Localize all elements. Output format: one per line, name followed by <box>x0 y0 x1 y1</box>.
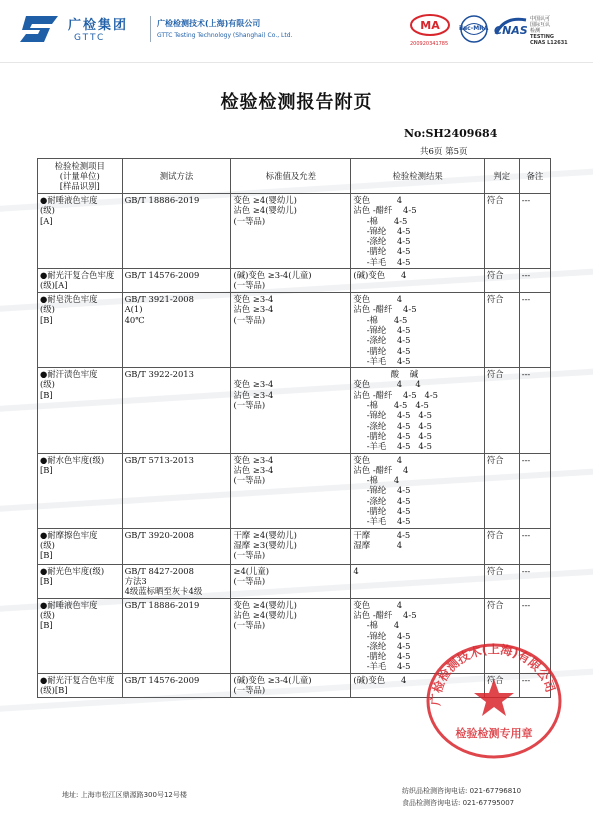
cell-judgement: 符合 <box>484 293 519 368</box>
header-divider <box>150 16 151 42</box>
cell-item: ●耐汗渍色牢度 (级) [B] <box>38 368 123 453</box>
cell-note: --- <box>519 528 550 564</box>
cell-item: ●耐光汗复合色牢度(级)[A] <box>38 269 123 293</box>
cell-result: 变色 4 沾色 -醋纤 4-5 -棉 4-5 -锦纶 4-5 -涤纶 4-5 -腈纶 4-5 -羊毛 4-5 <box>351 194 484 269</box>
cell-standard: 变色 ≥3-4 沾色 ≥3-4 (一等品) <box>231 293 351 368</box>
cnas-text-block <box>530 16 568 46</box>
table-row <box>38 293 551 368</box>
cell-judgement: 符合 <box>484 453 519 528</box>
cell-method: GB/T 3920-2008 <box>122 528 231 564</box>
cell-result: 酸 碱 变色 4 4 沾色 -醋纤 4-5 4-5 -棉 4-5 4-5 -锦纶 4-5 4-5 -涤纶 4-5 4-5 -腈纶 4-5 4-5 -羊毛 4-5 4-5 <box>351 368 484 453</box>
cell-result: 4 <box>351 564 484 598</box>
cell-result: (碱)变色 4 <box>351 673 484 697</box>
table-row <box>38 269 551 293</box>
cnas-line: 国际互认 <box>530 22 551 28</box>
cell-standard: 变色 ≥4(婴幼儿) 沾色 ≥4(婴幼儿) (一等品) <box>231 598 351 673</box>
company-full-name-cn: 广检检测技术(上海)有限公司 <box>157 19 261 28</box>
table-header-row <box>38 159 551 194</box>
table-row <box>38 368 551 453</box>
report-header <box>0 0 593 62</box>
cell-item: ●耐皂洗色牢度 (级) [B] <box>38 293 123 368</box>
table-row <box>38 564 551 598</box>
col-header-standard: 标准值及允差 <box>231 159 351 194</box>
report-title: 检验检测报告附页 <box>220 92 373 113</box>
footer-textile-phone: 纺织品检测咨询电话: 021-67796810 <box>402 787 522 795</box>
seal-ring-text: 广检检测技术(上海)有限公司 <box>428 642 558 707</box>
cell-judgement: 符合 <box>484 564 519 598</box>
cell-item: ●耐光汗复合色牢度(级)[B] <box>38 673 123 697</box>
col-header-item: 检验检测项目 (计量单位) [样品识别] <box>38 159 123 194</box>
table-row <box>38 453 551 528</box>
official-seal-stamp <box>423 635 565 760</box>
company-name-cn: 广检集团 <box>68 18 129 33</box>
cell-note: --- <box>519 194 550 269</box>
cnas-line: CNAS L12631 <box>530 40 568 46</box>
col-header-judgement: 判定 <box>484 159 519 194</box>
cnas-line: 中国认可 <box>530 16 551 22</box>
table-row <box>38 194 551 269</box>
cell-method: GB/T 3922-2013 <box>122 368 231 453</box>
cell-standard: 干摩 ≥4(婴幼儿) 湿摩 ≥3(婴幼儿) (一等品) <box>231 528 351 564</box>
cell-method: GB/T 8427-2008 方法3 4级蓝标晒至灰卡4级 <box>122 564 231 598</box>
cell-note: --- <box>519 269 550 293</box>
cell-note: --- <box>519 564 550 598</box>
cnas-mark <box>494 14 528 44</box>
cell-result: 变色 4 沾色 -醋纤 4-5 -棉 4-5 -锦纶 4-5 -涤纶 4-5 -腈纶 4-5 -羊毛 4-5 <box>351 293 484 368</box>
cnas-line: TESTING <box>530 34 554 40</box>
cell-method: GB/T 18886-2019 <box>122 194 231 269</box>
page-info: 共6页 第5页 <box>420 147 468 157</box>
cma-mark <box>410 14 450 47</box>
cell-judgement: 符合 <box>484 598 519 673</box>
cell-standard: 变色 ≥4(婴幼儿) 沾色 ≥4(婴幼儿) (一等品) <box>231 194 351 269</box>
svg-text:MA: MA <box>420 19 440 32</box>
cell-note: --- <box>519 293 550 368</box>
seal-star-icon <box>474 679 514 716</box>
cell-standard: 变色 ≥3-4 沾色 ≥3-4 (一等品) <box>231 453 351 528</box>
seal-bottom-text: 检验检测专用章 <box>455 727 533 740</box>
cma-code: 200920341785 <box>410 41 449 47</box>
ilac-mark <box>457 14 491 48</box>
cell-judgement: 符合 <box>484 528 519 564</box>
footer-address: 地址: 上海市松江区鼎源路300号12号楼 <box>62 791 187 799</box>
cell-note: --- <box>519 368 550 453</box>
cell-item: ●耐唾液色牢度 (级) [A] <box>38 194 123 269</box>
company-full-name-en: GTTC Testing Technology (Shanghai) Co., Ltd. <box>157 32 293 39</box>
cell-method: GB/T 14576-2009 <box>122 269 231 293</box>
cell-result: 干摩 4-5 湿摩 4 <box>351 528 484 564</box>
results-table <box>37 158 551 698</box>
header-rule <box>0 62 593 63</box>
gttc-logo-icon <box>20 14 60 44</box>
cma-logo-icon <box>410 14 450 36</box>
cell-result: 变色 4 沾色 -醋纤 4-5 -棉 4 -锦纶 4-5 -涤纶 4-5 -腈纶 4-5 -羊毛 4-5 <box>351 598 484 673</box>
cell-note: --- <box>519 453 550 528</box>
cell-standard: (碱)变色 ≥3-4(儿童) (一等品) <box>231 269 351 293</box>
cell-result: (碱)变色 4 <box>351 269 484 293</box>
cell-standard: 变色 ≥3-4 沾色 ≥3-4 (一等品) <box>231 368 351 453</box>
table-row <box>38 528 551 564</box>
cell-judgement: 符合 <box>484 269 519 293</box>
cell-judgement: 符合 <box>484 673 519 697</box>
cell-judgement: 符合 <box>484 194 519 269</box>
footer-food-phone: 食品检测咨询电话: 021-67795007 <box>402 799 515 807</box>
cell-method: GB/T 14576-2009 <box>122 673 231 697</box>
report-number: No:SH2409684 <box>404 127 498 140</box>
cnas-line: 检测 <box>530 28 541 34</box>
cell-note: --- <box>519 598 550 673</box>
cell-item: ●耐唾液色牢度 (级) [B] <box>38 598 123 673</box>
col-header-note: 备注 <box>519 159 550 194</box>
cell-method: GB/T 5713-2013 <box>122 453 231 528</box>
cell-method: GB/T 18886-2019 <box>122 598 231 673</box>
col-header-result: 检验检测结果 <box>351 159 484 194</box>
cnas-label: CNAS <box>494 24 528 37</box>
cell-method: GB/T 3921-2008 A(1) 40℃ <box>122 293 231 368</box>
col-header-method: 测试方法 <box>122 159 231 194</box>
cell-item: ●耐摩擦色牢度 (级) [B] <box>38 528 123 564</box>
cell-standard: (碱)变色 ≥3-4(儿童) (一等品) <box>231 673 351 697</box>
cell-item: ●耐水色牢度(级) [B] <box>38 453 123 528</box>
cell-note: --- <box>519 673 550 697</box>
cell-judgement: 符合 <box>484 368 519 453</box>
company-name-en: GTTC <box>74 33 106 43</box>
cell-standard: ≥4(儿童) (一等品) <box>231 564 351 598</box>
cell-item: ●耐光色牢度(级) [B] <box>38 564 123 598</box>
ilac-label: ilac-MRA <box>459 25 489 32</box>
cell-result: 变色 4 沾色 -醋纤 4 -棉 4 -锦纶 4-5 -涤纶 4-5 -腈纶 4-5 -羊毛 4-5 <box>351 453 484 528</box>
